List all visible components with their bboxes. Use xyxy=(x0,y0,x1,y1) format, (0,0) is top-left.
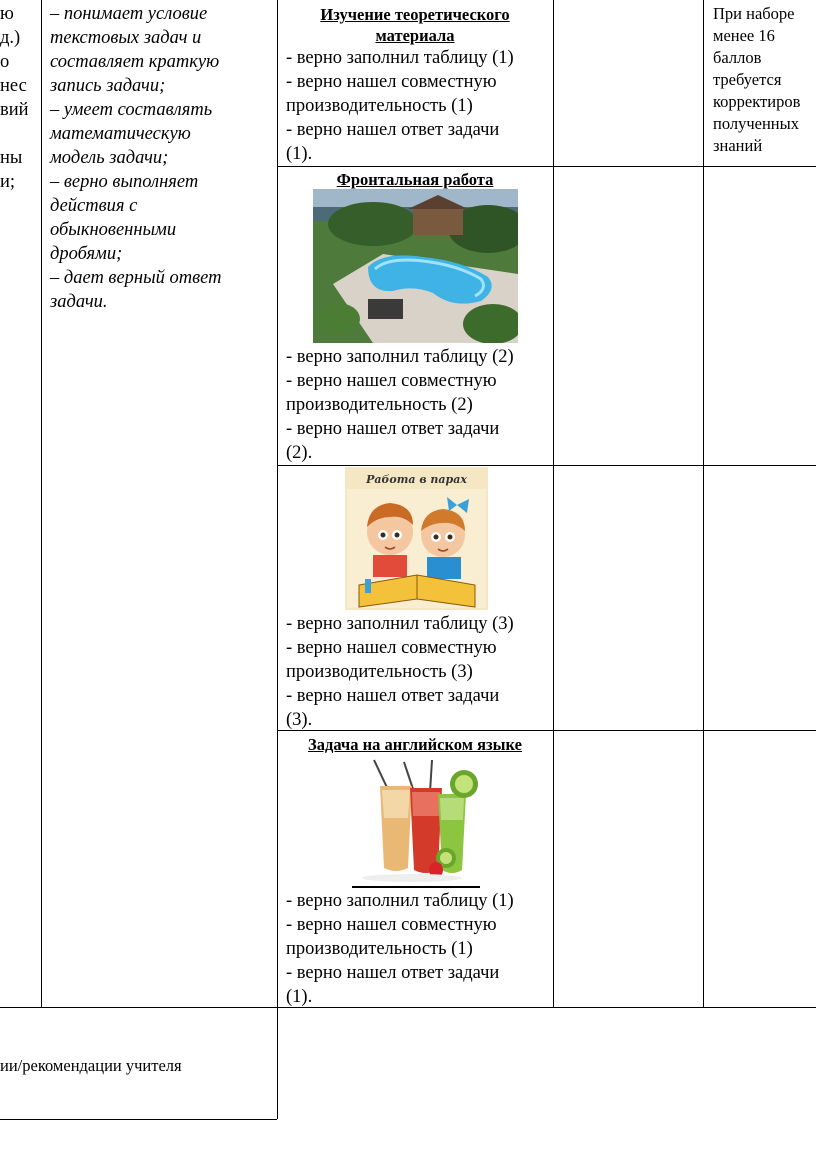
block-line: - верно нашел ответ задачи xyxy=(286,963,500,983)
criteria-line: текстовых задач и xyxy=(50,28,202,48)
col1-line: вий xyxy=(0,100,29,120)
block-line: (1). xyxy=(286,987,313,1007)
block-line: производительность (3) xyxy=(286,662,473,682)
block-line: производительность (1) xyxy=(286,939,473,959)
table-bottom-border xyxy=(0,1119,277,1120)
kids-image xyxy=(345,467,488,610)
col1-line: д.) xyxy=(0,28,21,48)
juice-image xyxy=(352,758,480,885)
block-heading: Фронтальная работа xyxy=(336,170,494,189)
criteria-line: – дает верный ответ xyxy=(50,268,222,288)
block-heading: Задача на английском языке xyxy=(308,735,522,754)
criteria-line: – умеет составлять xyxy=(50,100,213,120)
col1-line: нес xyxy=(0,76,27,96)
block-line: (3). xyxy=(286,710,313,730)
col1-line: ны xyxy=(0,148,23,168)
criteria-line: обыкновенными xyxy=(50,220,177,240)
note-line: полученных xyxy=(713,114,799,133)
criteria-line: действия с xyxy=(50,196,138,216)
table-col-divider xyxy=(703,0,704,1007)
note-line: баллов xyxy=(713,48,762,67)
note-line: менее 16 xyxy=(713,26,775,45)
col1-line: о xyxy=(0,52,10,72)
table-row-divider xyxy=(277,730,816,731)
table-row-divider xyxy=(0,1007,816,1008)
block-line: - верно заполнил таблицу (2) xyxy=(286,347,514,367)
block-line: - верно заполнил таблицу (3) xyxy=(286,614,514,634)
block-line: - верно заполнил таблицу (1) xyxy=(286,891,514,911)
block-line: - верно нашел ответ задачи xyxy=(286,120,500,140)
block-line: - верно заполнил таблицу (1) xyxy=(286,48,514,68)
criteria-line: запись задачи; xyxy=(50,76,166,96)
block-line: производительность (1) xyxy=(286,96,473,116)
criteria-line: задачи. xyxy=(50,292,108,312)
col1-line: и; xyxy=(0,172,16,192)
note-line: корректиров xyxy=(713,92,801,111)
criteria-line: – понимает условие xyxy=(50,4,208,24)
table-col-divider xyxy=(553,0,554,1007)
note-line: знаний xyxy=(713,136,763,155)
criteria-line: модель задачи; xyxy=(50,148,169,168)
picture-underline xyxy=(352,886,480,888)
pool-photo xyxy=(313,189,518,343)
block-line: - верно нашел совместную xyxy=(286,638,497,658)
block-heading: материала xyxy=(375,26,455,45)
table-col-divider xyxy=(277,0,278,1119)
block-line: - верно нашел ответ задачи xyxy=(286,686,500,706)
juice-glasses-photo xyxy=(352,758,480,885)
block-line: - верно нашел совместную xyxy=(286,72,497,92)
criteria-line: – верно выполняет xyxy=(50,172,199,192)
pair-work-label: Работа в парах xyxy=(366,473,467,486)
block-line: - верно нашел совместную xyxy=(286,371,497,391)
block-line: (2). xyxy=(286,443,313,463)
note-line: При наборе xyxy=(713,4,795,23)
pool-photo-image xyxy=(313,189,518,343)
table-row-divider xyxy=(277,465,816,466)
block-line: (1). xyxy=(286,144,313,164)
block-heading: Изучение теоретического xyxy=(320,5,510,24)
block-line: - верно нашел совместную xyxy=(286,915,497,935)
teacher-recommendations-label: ии/рекомендации учителя xyxy=(0,1056,182,1075)
col1-line: ю xyxy=(0,4,14,24)
criteria-line: составляет краткую xyxy=(50,52,220,72)
table-row-divider xyxy=(277,166,816,167)
criteria-line: математическую xyxy=(50,124,191,144)
block-line: производительность (2) xyxy=(286,395,473,415)
table-left-border xyxy=(41,0,42,1007)
note-line: требуется xyxy=(713,70,782,89)
block-line: - верно нашел ответ задачи xyxy=(286,419,500,439)
kids-reading-illustration xyxy=(345,467,488,610)
criteria-line: дробями; xyxy=(50,244,123,264)
